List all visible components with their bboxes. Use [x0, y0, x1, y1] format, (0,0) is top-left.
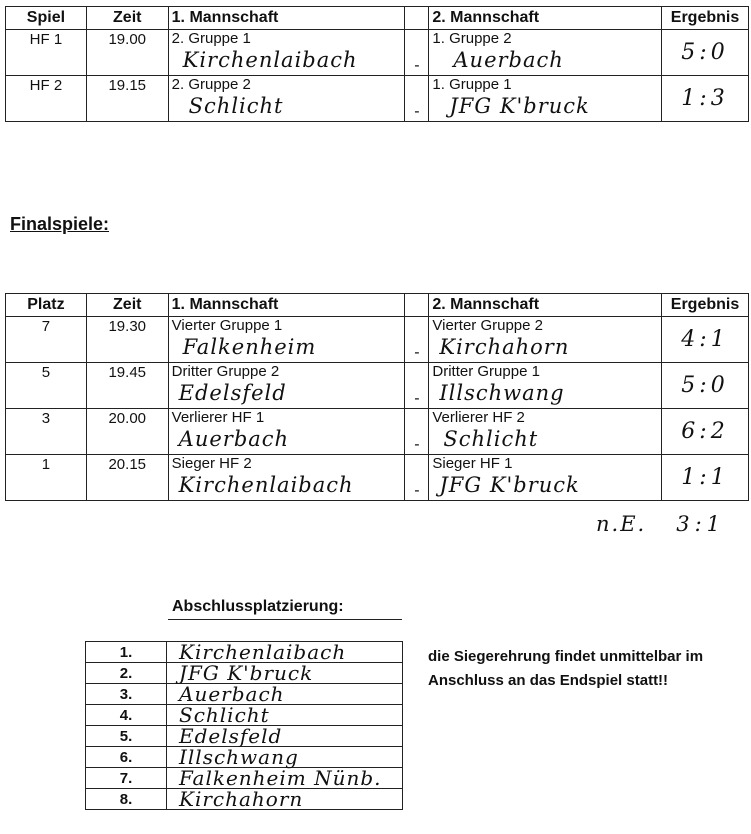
- rank-number: 1.: [86, 642, 167, 663]
- rank-number: 6.: [86, 747, 167, 768]
- rank-team: Auerbach: [179, 682, 285, 706]
- semifinal-header-row: [6, 7, 749, 30]
- zeit-cell: 19.45: [86, 363, 168, 409]
- ranking-row: [86, 747, 403, 768]
- result-score: 6:2: [681, 418, 729, 444]
- header-platz: Platz: [6, 294, 87, 317]
- team1-slot: 2. Gruppe 2: [171, 76, 251, 93]
- final-row: [6, 455, 749, 501]
- rank-team: Kirchahorn: [179, 787, 304, 811]
- rank-team-cell: [167, 789, 403, 810]
- result-cell: [662, 409, 749, 455]
- ranking-row: [86, 663, 403, 684]
- rank-team: Kirchenlaibach: [179, 640, 347, 664]
- team2-name: JFG K'bruck: [439, 473, 580, 497]
- team1-name: Kirchenlaibach: [182, 48, 358, 72]
- ranking-table: [85, 641, 403, 810]
- result-score: 1:1: [681, 464, 729, 490]
- team2-cell: [429, 317, 662, 363]
- header-ergebnis: Ergebnis: [662, 294, 749, 317]
- ranking-row: [86, 684, 403, 705]
- team1-name: Auerbach: [178, 427, 290, 451]
- ranking-row: [86, 705, 403, 726]
- header-team2: 2. Mannschaft: [429, 7, 662, 30]
- zeit-cell: 19.15: [86, 76, 168, 122]
- result-cell: [662, 317, 749, 363]
- team1-cell: [168, 317, 405, 363]
- team1-name: Schlicht: [188, 94, 284, 118]
- team1-slot: Dritter Gruppe 2: [171, 363, 280, 380]
- dash-cell: -: [405, 363, 429, 409]
- team1-cell: [168, 76, 405, 122]
- spiel-cell: HF 1: [6, 30, 87, 76]
- result-cell: [662, 30, 749, 76]
- rank-number: 7.: [86, 768, 167, 789]
- ranking-row: [86, 642, 403, 663]
- result-cell: [662, 76, 749, 122]
- dash-cell: -: [405, 455, 429, 501]
- final-header-row: [6, 294, 749, 317]
- header-zeit: Zeit: [86, 7, 168, 30]
- team2-slot: Sieger HF 1: [432, 455, 513, 472]
- rank-number: 4.: [86, 705, 167, 726]
- final-row: [6, 317, 749, 363]
- ranking-row: [86, 726, 403, 747]
- team2-cell: [429, 455, 662, 501]
- rank-team-cell: [167, 747, 403, 768]
- dash-cell: -: [405, 76, 429, 122]
- platz-cell: 1: [6, 455, 87, 501]
- result-score: 5:0: [681, 372, 729, 398]
- team2-cell: [429, 30, 662, 76]
- zeit-cell: 19.30: [86, 317, 168, 363]
- rank-team-cell: [167, 768, 403, 789]
- team2-slot: Dritter Gruppe 1: [432, 363, 540, 380]
- zeit-cell: 20.00: [86, 409, 168, 455]
- team2-name: JFG K'bruck: [449, 94, 590, 118]
- header-zeit: Zeit: [86, 294, 168, 317]
- rank-number: 2.: [86, 663, 167, 684]
- rank-number: 3.: [86, 684, 167, 705]
- team1-cell: [168, 30, 405, 76]
- team1-cell: [168, 409, 405, 455]
- team2-name: Schlicht: [443, 427, 539, 451]
- penalty-note: [596, 512, 725, 536]
- platz-cell: 3: [6, 409, 87, 455]
- rank-team-cell: [167, 705, 403, 726]
- zeit-cell: 20.15: [86, 455, 168, 501]
- team2-name: Auerbach: [453, 48, 564, 72]
- rank-number: 8.: [86, 789, 167, 810]
- penalty-label: n.E.: [596, 512, 647, 536]
- team1-cell: [168, 363, 405, 409]
- team1-slot: Vierter Gruppe 1: [171, 317, 283, 334]
- final-row: [6, 363, 749, 409]
- penalty-score: 3:1: [676, 512, 726, 536]
- result-cell: [662, 363, 749, 409]
- abschluss-heading: Abschlussplatzierung:: [172, 598, 344, 615]
- team1-slot: Verlierer HF 1: [171, 409, 265, 426]
- team1-slot: Sieger HF 2: [171, 455, 252, 472]
- team2-slot: Verlierer HF 2: [432, 409, 525, 426]
- finals-heading: Finalspiele:: [10, 214, 110, 234]
- ranking-row: [86, 768, 403, 789]
- header-team1: 1. Mannschaft: [168, 294, 405, 317]
- heading-underline: [168, 619, 402, 620]
- final-row: [6, 409, 749, 455]
- header-ergebnis: Ergebnis: [662, 7, 749, 30]
- result-cell: [662, 455, 749, 501]
- spiel-cell: HF 2: [6, 76, 87, 122]
- dash-cell: -: [405, 30, 429, 76]
- zeit-cell: 19.00: [86, 30, 168, 76]
- rank-team-cell: [167, 663, 403, 684]
- team2-cell: [429, 76, 662, 122]
- team2-slot: Vierter Gruppe 2: [432, 317, 543, 334]
- rank-number: 5.: [86, 726, 167, 747]
- team2-slot: 1. Gruppe 1: [432, 76, 512, 93]
- result-score: 5:0: [681, 39, 729, 65]
- team2-name: Kirchahorn: [439, 335, 570, 359]
- result-score: 4:1: [681, 326, 729, 352]
- final-table: [5, 293, 749, 501]
- ranking-row: [86, 789, 403, 810]
- semifinal-row: [6, 76, 749, 122]
- dash-cell: -: [405, 409, 429, 455]
- header-spiel: Spiel: [6, 7, 87, 30]
- team1-name: Kirchenlaibach: [178, 473, 354, 497]
- rank-team: Illschwang: [179, 745, 299, 769]
- dash-cell: -: [405, 317, 429, 363]
- ceremony-note: die Siegerehrung findet unmittelbar im Anschluss an das Endspiel statt!!: [428, 648, 704, 689]
- team1-name: Falkenheim: [182, 335, 317, 359]
- result-score: 1:3: [681, 85, 729, 111]
- team2-cell: [429, 409, 662, 455]
- header-dash-spacer: [405, 294, 429, 317]
- rank-team: Edelsfeld: [179, 724, 283, 748]
- team2-cell: [429, 363, 662, 409]
- rank-team-cell: [167, 726, 403, 747]
- platz-cell: 5: [6, 363, 87, 409]
- semifinal-table: [5, 6, 749, 122]
- platz-cell: 7: [6, 317, 87, 363]
- team1-slot: 2. Gruppe 1: [171, 30, 251, 47]
- team2-slot: 1. Gruppe 2: [432, 30, 512, 47]
- header-team1: 1. Mannschaft: [168, 7, 405, 30]
- semifinal-row: [6, 30, 749, 76]
- rank-team: Falkenheim Nünb.: [179, 766, 382, 790]
- rank-team: JFG K'bruck: [179, 661, 314, 685]
- rank-team: Schlicht: [179, 703, 270, 727]
- header-dash-spacer: [405, 7, 429, 30]
- team1-cell: [168, 455, 405, 501]
- header-team2: 2. Mannschaft: [429, 294, 662, 317]
- rank-team-cell: [167, 642, 403, 663]
- rank-team-cell: [167, 684, 403, 705]
- team1-name: Edelsfeld: [178, 381, 287, 405]
- team2-name: Illschwang: [439, 381, 565, 405]
